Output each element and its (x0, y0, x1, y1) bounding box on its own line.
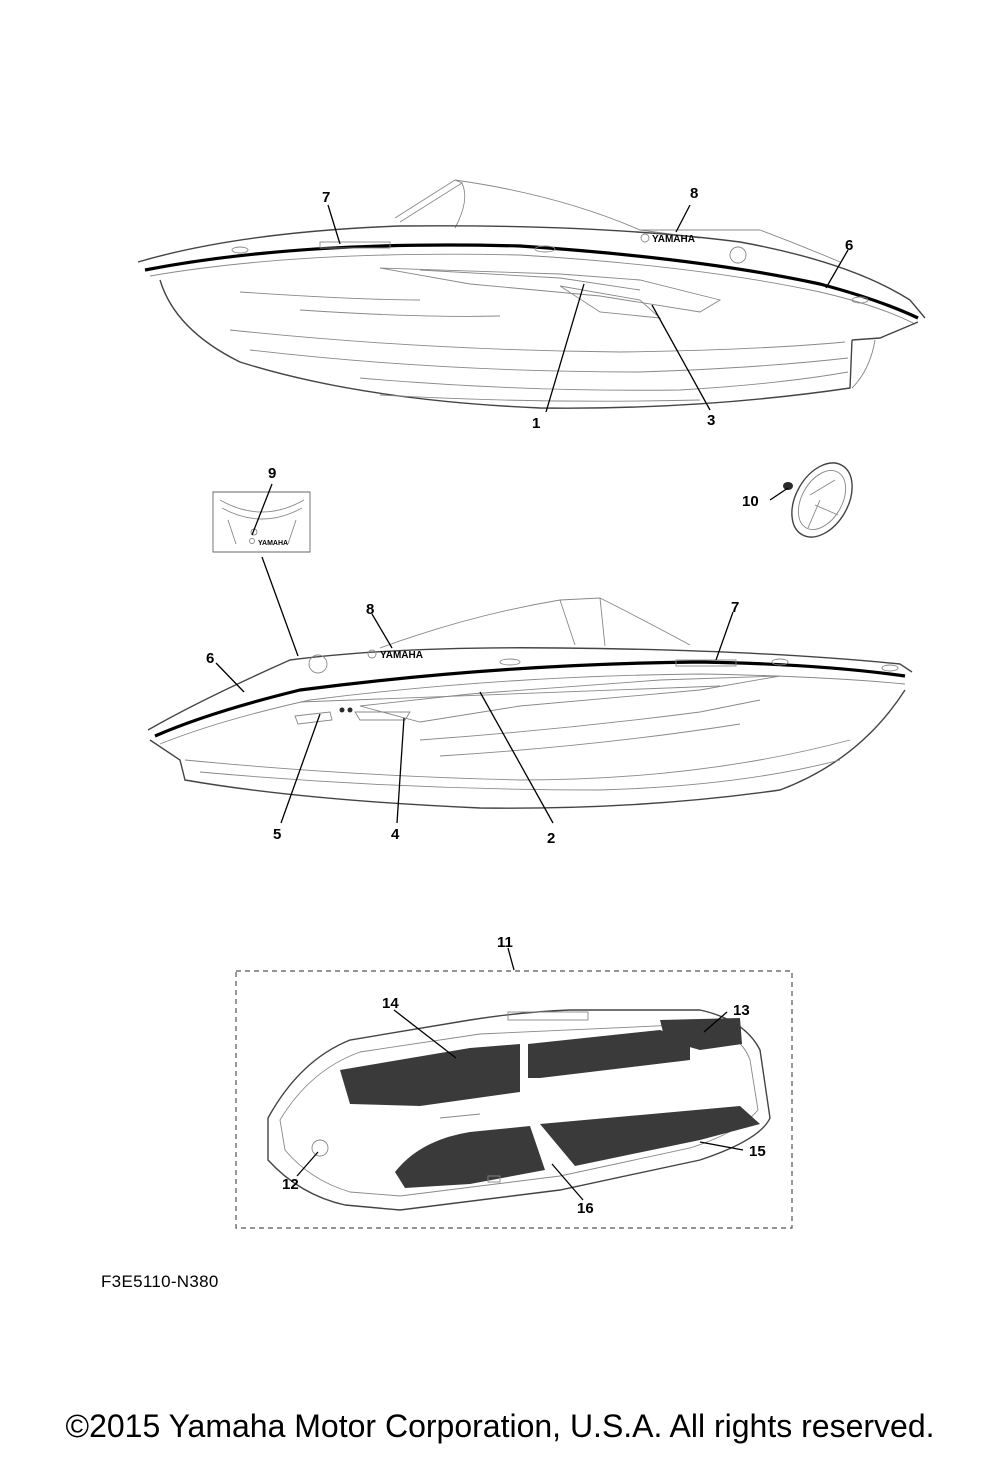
diagram-part-code: F3E5110-N380 (101, 1272, 219, 1291)
callout-6-bottom: 6 (206, 650, 215, 667)
callout-1: 1 (532, 415, 541, 432)
callout-8-top: 8 (690, 185, 699, 202)
boat-side-view (148, 598, 912, 808)
callout-3: 3 (707, 412, 716, 429)
yamaha-decal-stern: YAMAHA (258, 540, 289, 547)
callout-6-top: 6 (845, 237, 854, 254)
callout-4: 4 (391, 826, 400, 843)
callout-12: 12 (282, 1176, 299, 1193)
callout-13: 13 (733, 1002, 750, 1019)
yamaha-decal-side: YAMAHA (380, 650, 423, 661)
callout-7-top: 7 (322, 189, 331, 206)
callout-9: 9 (268, 465, 277, 482)
yamaha-decal-top: YAMAHA (652, 234, 695, 245)
callout-5: 5 (273, 826, 282, 843)
callout-14: 14 (382, 995, 399, 1012)
boat-top-view (138, 180, 925, 408)
steering-wheel (779, 452, 864, 547)
callout-11: 11 (497, 934, 513, 951)
callout-16: 16 (577, 1200, 594, 1217)
mat-kit-box (236, 971, 792, 1228)
copyright-notice: ©2015 Yamaha Motor Corporation, U.S.A. All rights reserved. (65, 1408, 935, 1444)
callout-2: 2 (547, 830, 556, 847)
callout-7-bottom: 7 (731, 599, 740, 616)
callout-15: 15 (749, 1143, 766, 1160)
stern-inset (213, 492, 310, 552)
callout-10: 10 (742, 493, 759, 510)
callout-8-bottom: 8 (366, 601, 375, 618)
